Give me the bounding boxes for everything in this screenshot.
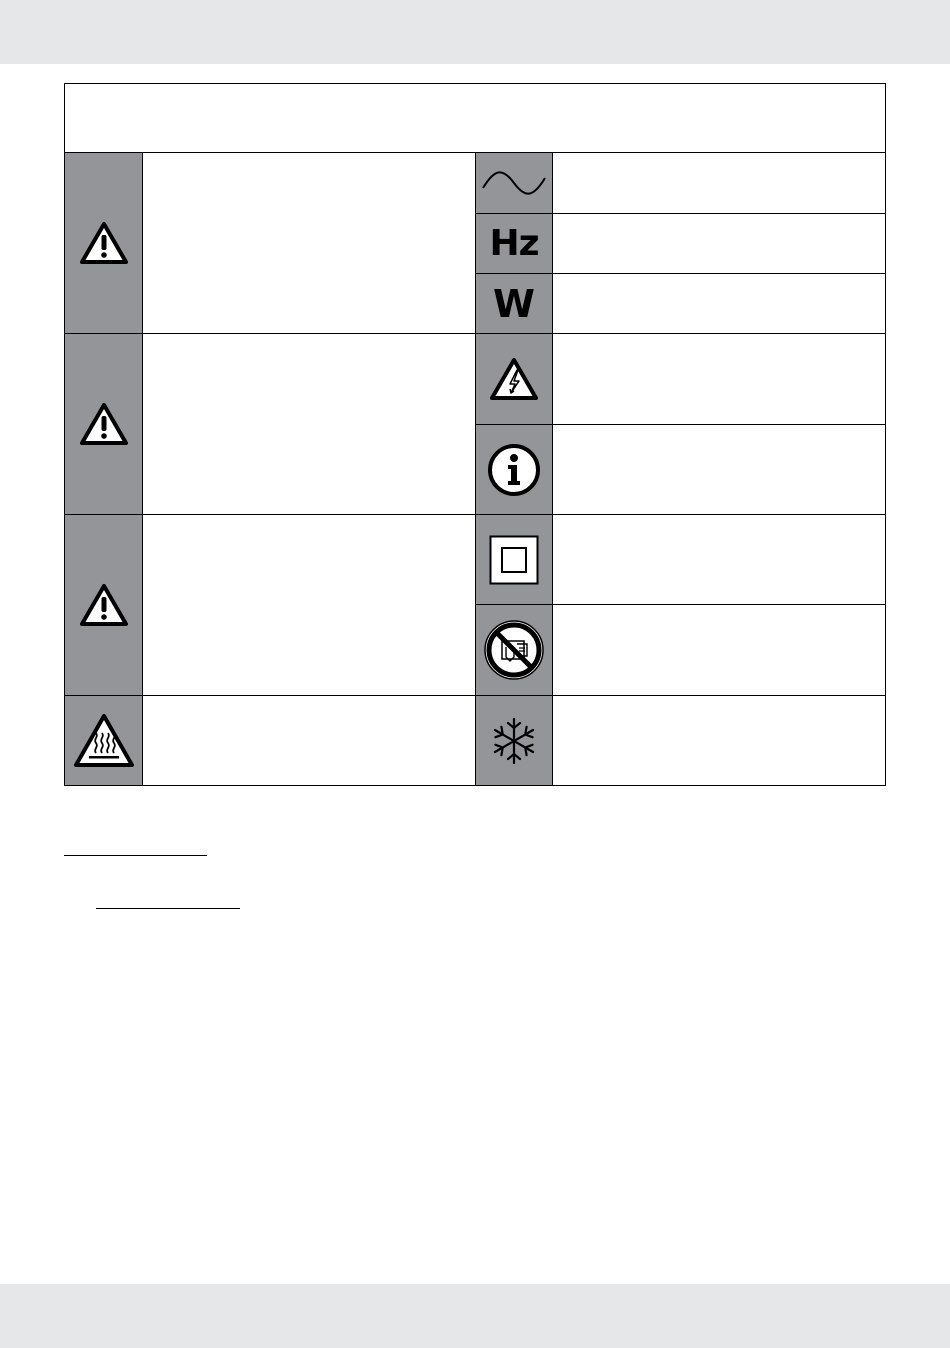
information-icon: [487, 443, 541, 497]
warning-triangle-icon: [79, 221, 129, 265]
symbols-table: [64, 83, 886, 786]
symbol-cell-warning-3: [65, 515, 142, 695]
hertz-symbol: Hz: [489, 222, 539, 264]
top-page-band: [0, 0, 950, 64]
snowflake-icon: [489, 716, 539, 766]
electric-shock-warning-icon: [489, 357, 539, 401]
warning-triangle-icon: [79, 583, 129, 627]
symbol-cell-class-ii: [476, 515, 552, 604]
symbol-cell-electric-shock: [476, 334, 552, 424]
bottom-page-band: [0, 1284, 950, 1348]
symbol-cell-watt: [476, 274, 552, 333]
symbol-cell-frost: [476, 696, 552, 785]
symbol-cell-warning-1: [65, 153, 142, 333]
watt-symbol: W: [493, 281, 535, 326]
heading-underline: [64, 855, 207, 856]
subheading-underline: [96, 908, 240, 909]
warning-triangle-icon: [79, 402, 129, 446]
column-divider: [142, 152, 143, 785]
symbol-cell-hz: [476, 214, 552, 273]
alternating-current-icon: [481, 171, 547, 195]
hot-surface-warning-icon: [73, 713, 135, 769]
protection-class-ii-icon: [489, 535, 539, 585]
symbol-cell-do-not-cover: [476, 605, 552, 695]
symbol-cell-ac: [476, 153, 552, 213]
symbol-cell-warning-2: [65, 334, 142, 514]
column-divider: [552, 152, 553, 785]
symbol-cell-info: [476, 425, 552, 514]
symbol-cell-hot-surface: [65, 696, 142, 785]
do-not-cover-icon: [483, 619, 545, 681]
